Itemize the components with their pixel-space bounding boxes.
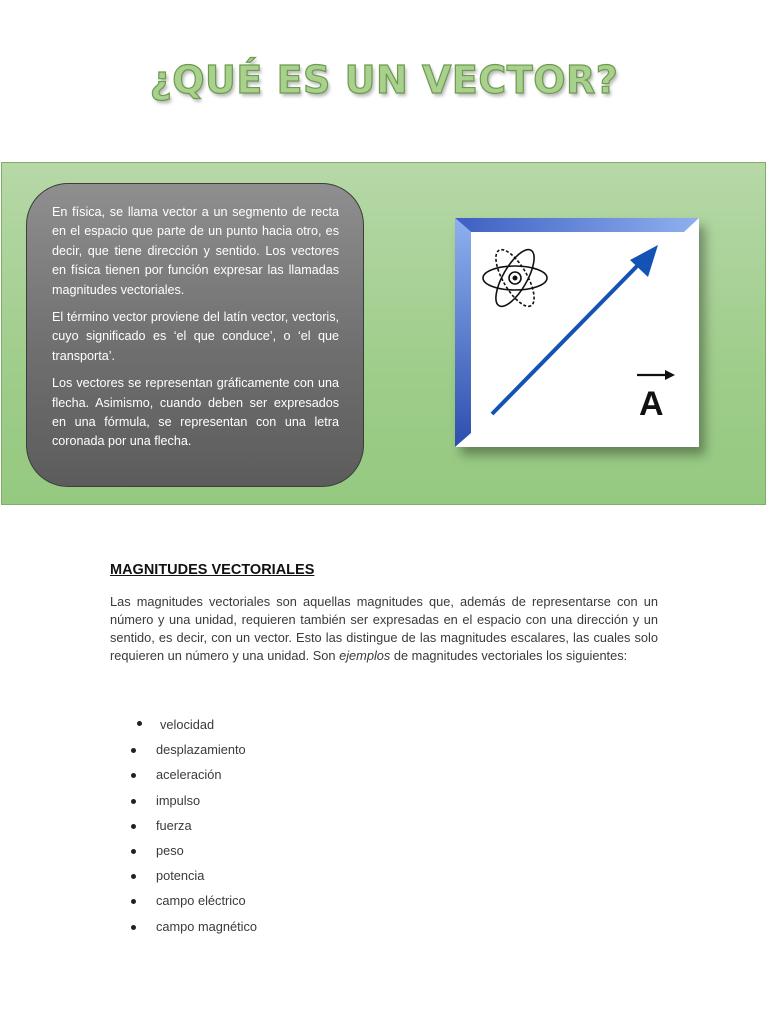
- page-title: ¿QUÉ ES UN VECTOR?: [149, 58, 619, 102]
- definition-callout: [26, 183, 364, 487]
- paragraph-emphasis: ejemplos: [339, 648, 391, 663]
- section-heading: MAGNITUDES VECTORIALES: [110, 562, 315, 578]
- callout-paragraph: El término vector proviene del latín vector, vectoris, cuyo significado es ‘el que conduce’, o ‘el que transporta’.: [52, 310, 339, 363]
- bullet-icon: [131, 748, 136, 753]
- callout-paragraph: Los vectores se representan gráficamente con una flecha. Asimismo, cuando deben ser expresados en una fórmula, se representan con una letra coronada por una flecha.: [52, 376, 339, 449]
- bullet-icon: [131, 799, 136, 804]
- bullet-icon: [137, 721, 142, 726]
- intro-band: [1, 162, 766, 505]
- bullet-icon: [131, 874, 136, 879]
- paragraph-text: Las magnitudes vectoriales son aquellas magnitudes que, además de representarse con un número y una unidad, requieren también ser expresadas en el espacio con una dirección y un sentido, es decir, con un vector. Esto las distingue de las magnitudes escalares, las cuales solo requieren un número y una unidad. Son: [110, 594, 658, 663]
- vector-illustration: [455, 218, 699, 447]
- vector-letter: A: [639, 385, 664, 423]
- bullet-icon: [131, 899, 136, 904]
- section-paragraph: [110, 593, 658, 665]
- bullet-icon: [131, 849, 136, 854]
- callout-paragraph: En física, se llama vector a un segmento de recta en el espacio que parte de un punto hacia otro, es decir, que tiene dirección y sentido. Los vectores en física tienen por función expresar las llamadas magnitudes vectoriales.: [52, 205, 339, 297]
- bullet-icon: [131, 773, 136, 778]
- bullet-icon: [131, 824, 136, 829]
- bullet-icon: [131, 925, 136, 930]
- paragraph-text-end: de magnitudes vectoriales los siguientes:: [390, 648, 628, 663]
